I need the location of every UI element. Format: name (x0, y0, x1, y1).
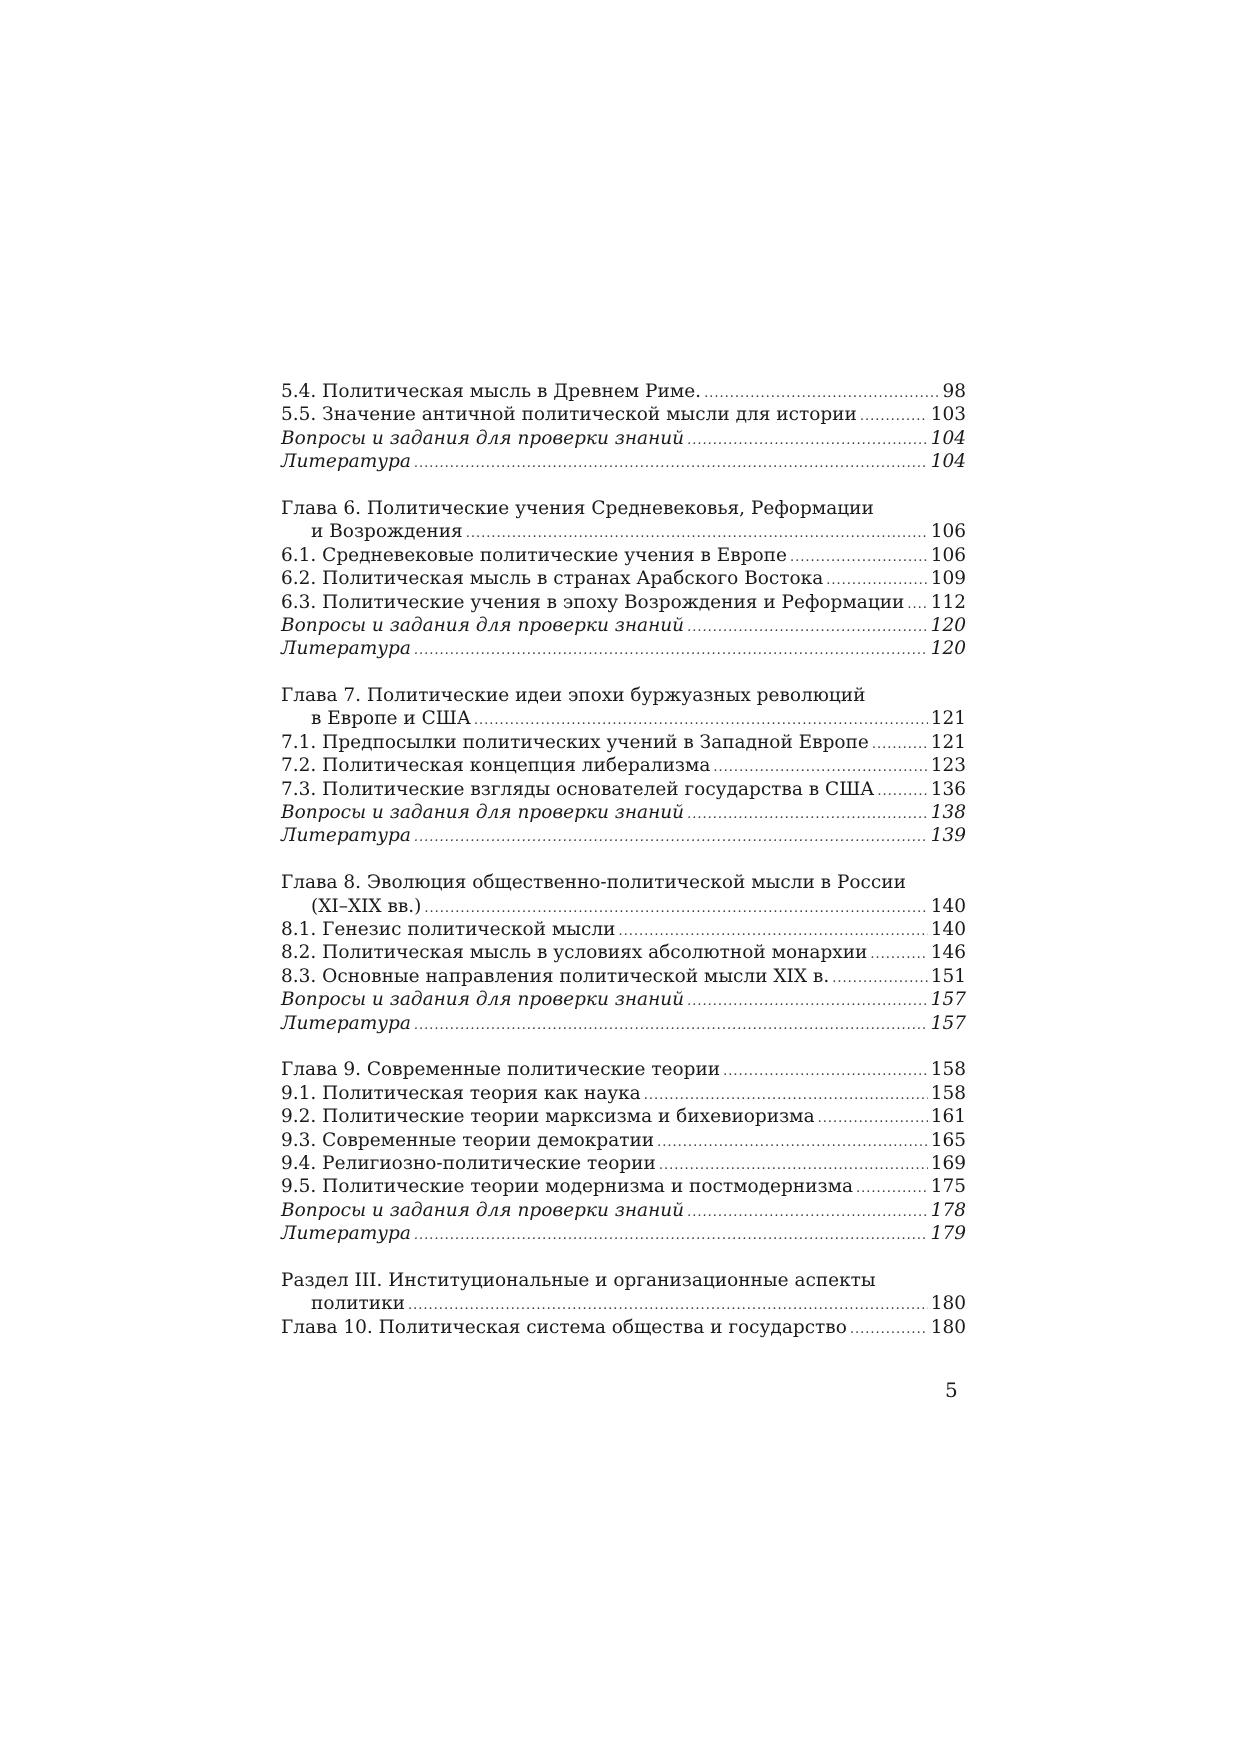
toc-entry-title: 9.1. Политическая теория как наука (281, 1082, 641, 1104)
toc-entry (281, 965, 966, 988)
toc-entry-title: 9.3. Современные теории демократии (281, 1129, 655, 1151)
toc-entry-page: 146 (930, 942, 966, 964)
toc-entry (281, 591, 966, 614)
toc-entry-title: 9.5. Политические теории модернизма и постмодернизма (281, 1176, 853, 1198)
toc-entry-title: Вопросы и задания для проверки знаний (281, 989, 685, 1011)
dot-leader (414, 826, 928, 849)
toc-entry-page: 180 (930, 1316, 966, 1338)
toc-entry-literature (281, 1012, 966, 1035)
toc-entry (281, 380, 966, 403)
toc-entry-title: политики (311, 1293, 406, 1315)
toc-entry-title: 9.4. Религиозно-политические теории (281, 1152, 656, 1174)
dot-leader (723, 1060, 928, 1083)
toc-entry-page: 158 (930, 1059, 966, 1081)
toc-entry-title: 6.3. Политические учения в эпоху Возрождения и Реформации (281, 591, 905, 613)
toc-entry-title: 8.2. Политическая мысль в условиях абсолютной монархии (281, 942, 868, 964)
toc-entry-title: 9.2. Политические теории марксизма и бихевиоризма (281, 1106, 815, 1128)
dot-leader (408, 1294, 928, 1317)
dot-leader (704, 382, 939, 405)
toc-entry (281, 1175, 966, 1198)
group-spacer (281, 1035, 966, 1058)
toc-entry-title: Раздел III. Институциональные и организационные аспекты (281, 1269, 876, 1291)
toc-entry (281, 1129, 966, 1152)
dot-leader (870, 943, 927, 966)
toc-entry-page: 109 (930, 568, 966, 590)
toc-entry (281, 918, 966, 941)
toc-entry-page: 112 (930, 591, 966, 613)
group-spacer (281, 848, 966, 871)
toc-entry-page: 104 (930, 427, 966, 449)
toc-entry-page: 120 (930, 638, 966, 660)
toc-entry (281, 778, 966, 801)
toc-entry-page: 157 (930, 989, 966, 1011)
toc-entry-page: 180 (930, 1293, 966, 1315)
toc-entry (281, 1152, 966, 1175)
toc-entry-page: 136 (930, 778, 966, 800)
toc-entry-title: 7.1. Предпосылки политических учений в Западной Европе (281, 731, 869, 753)
dot-leader (414, 1224, 928, 1247)
dot-leader (414, 639, 928, 662)
toc-entry (281, 544, 966, 567)
toc-entry-page: 157 (930, 1012, 966, 1034)
toc-entry-page: 161 (930, 1106, 966, 1128)
dot-leader (872, 733, 928, 756)
toc-entry-page: 140 (930, 918, 966, 940)
toc-entry-page: 106 (930, 521, 966, 543)
toc-entry-title: 7.3. Политические взгляды основателей государства в США (281, 778, 875, 800)
toc-entry-page: 121 (930, 708, 966, 730)
dot-leader (850, 1318, 928, 1341)
toc-entry-title: Вопросы и задания для проверки знаний (281, 1199, 685, 1221)
dot-leader (414, 1014, 928, 1037)
toc-entry-page: 138 (930, 802, 966, 824)
toc-entry-page: 179 (930, 1223, 966, 1245)
group-spacer (281, 661, 966, 684)
dot-leader (687, 1201, 928, 1224)
dot-leader (466, 522, 928, 545)
toc-entry-questions (281, 1199, 966, 1222)
toc-entry (281, 1082, 966, 1105)
toc-entry-page: 123 (930, 755, 966, 777)
toc-entry-title: Вопросы и задания для проверки знаний (281, 614, 685, 636)
toc-entry-literature (281, 1222, 966, 1245)
toc-entry-page: 175 (930, 1176, 966, 1198)
toc-entry-page: 139 (930, 825, 966, 847)
toc-entry-page: 121 (930, 731, 966, 753)
toc-entry-title: Глава 9. Современные политические теории (281, 1059, 721, 1081)
toc-section-heading (281, 1269, 966, 1292)
toc-entry-page: 140 (930, 895, 966, 917)
toc-entry-title: Литература (281, 825, 411, 847)
toc-entry-page: 103 (930, 404, 966, 426)
toc-entry-title: Глава 7. Политические идеи эпохи буржуазных революций (281, 685, 866, 707)
dot-leader (713, 756, 927, 779)
toc-entry-page: 169 (930, 1152, 966, 1174)
toc-entry (281, 707, 966, 730)
toc-entry-page: 104 (930, 451, 966, 473)
toc-entry-title: Вопросы и задания для проверки знаний (281, 427, 685, 449)
toc-entry-page: 106 (930, 544, 966, 566)
toc-entry (281, 1058, 966, 1081)
dot-leader (832, 967, 927, 990)
toc-entry-title: Глава 8. Эволюция общественно-политической мысли в России (281, 872, 906, 894)
toc-entry-title: Литература (281, 638, 411, 660)
dot-leader (877, 780, 927, 803)
toc-entry (281, 1292, 966, 1315)
toc-chapter-heading (281, 871, 966, 894)
toc-entry-questions (281, 427, 966, 450)
toc-entry-page: 98 (942, 381, 966, 402)
toc-entry-title: 8.1. Генезис политической мысли (281, 918, 616, 940)
dot-leader (474, 709, 928, 732)
toc-entry-title: 7.2. Политическая концепция либерализма (281, 755, 711, 777)
dot-leader (687, 990, 928, 1013)
toc-entry-title: 6.2. Политическая мысль в странах Арабского Востока (281, 568, 824, 590)
dot-leader (818, 1107, 928, 1130)
toc-entry-title: Глава 6. Политические учения Средневековья, Реформации (281, 497, 874, 519)
dot-leader (657, 1131, 928, 1154)
toc-entry-literature (281, 450, 966, 473)
toc-entry (281, 941, 966, 964)
toc-entry-page: 120 (930, 614, 966, 636)
toc-entry (281, 1105, 966, 1128)
toc-entry-title: Глава 10. Политическая система общества и государство (281, 1316, 847, 1338)
toc-entry (281, 754, 966, 777)
group-spacer (281, 474, 966, 497)
toc-entry-title: (XI–XIX вв.) (311, 895, 422, 917)
toc-chapter-heading (281, 497, 966, 520)
toc-entry (281, 403, 966, 426)
toc-entry-page: 178 (930, 1199, 966, 1221)
dot-leader (790, 546, 928, 569)
toc-entry (281, 1316, 966, 1339)
dot-leader (687, 803, 928, 826)
toc-entry (281, 520, 966, 543)
toc-entry (281, 731, 966, 754)
dot-leader (659, 1154, 928, 1177)
dot-leader (687, 429, 928, 452)
dot-leader (644, 1084, 928, 1107)
toc-entry-title: и Возрождения (311, 521, 463, 543)
toc-entry-title: 8.3. Основные направления политической мысли XIX в. (281, 965, 830, 987)
toc-entry-literature (281, 637, 966, 660)
toc-entry-title: 5.5. Значение античной политической мысли для истории (281, 404, 857, 426)
toc-entry-questions (281, 988, 966, 1011)
toc-entry-title: Литература (281, 451, 411, 473)
toc-entry-page: 151 (930, 965, 966, 987)
dot-leader (860, 405, 928, 428)
dot-leader (618, 920, 927, 943)
toc-entry-title: в Европе и США (311, 708, 471, 730)
group-spacer (281, 1245, 966, 1268)
toc-entry-questions (281, 801, 966, 824)
page-number: 5 (945, 1378, 958, 1402)
toc-entry (281, 567, 966, 590)
dot-leader (414, 452, 928, 475)
toc-entry-page: 158 (930, 1082, 966, 1104)
toc-entry-title: 6.1. Средневековые политические учения в Европе (281, 544, 787, 566)
toc-entry-title: 5.4. Политическая мысль в Древнем Риме. (281, 381, 702, 402)
toc-entry-questions (281, 614, 966, 637)
dot-leader (856, 1177, 928, 1200)
toc-entry (281, 895, 966, 918)
toc-entry-title: Вопросы и задания для проверки знаний (281, 802, 685, 824)
toc-entry-title: Литература (281, 1223, 411, 1245)
dot-leader (907, 593, 927, 616)
toc-entry-literature (281, 824, 966, 847)
table-of-contents (281, 380, 966, 1339)
dot-leader (826, 569, 927, 592)
dot-leader (424, 897, 927, 920)
toc-entry-title: Литература (281, 1012, 411, 1034)
dot-leader (687, 616, 928, 639)
toc-chapter-heading (281, 684, 966, 707)
toc-entry-page: 165 (930, 1129, 966, 1151)
